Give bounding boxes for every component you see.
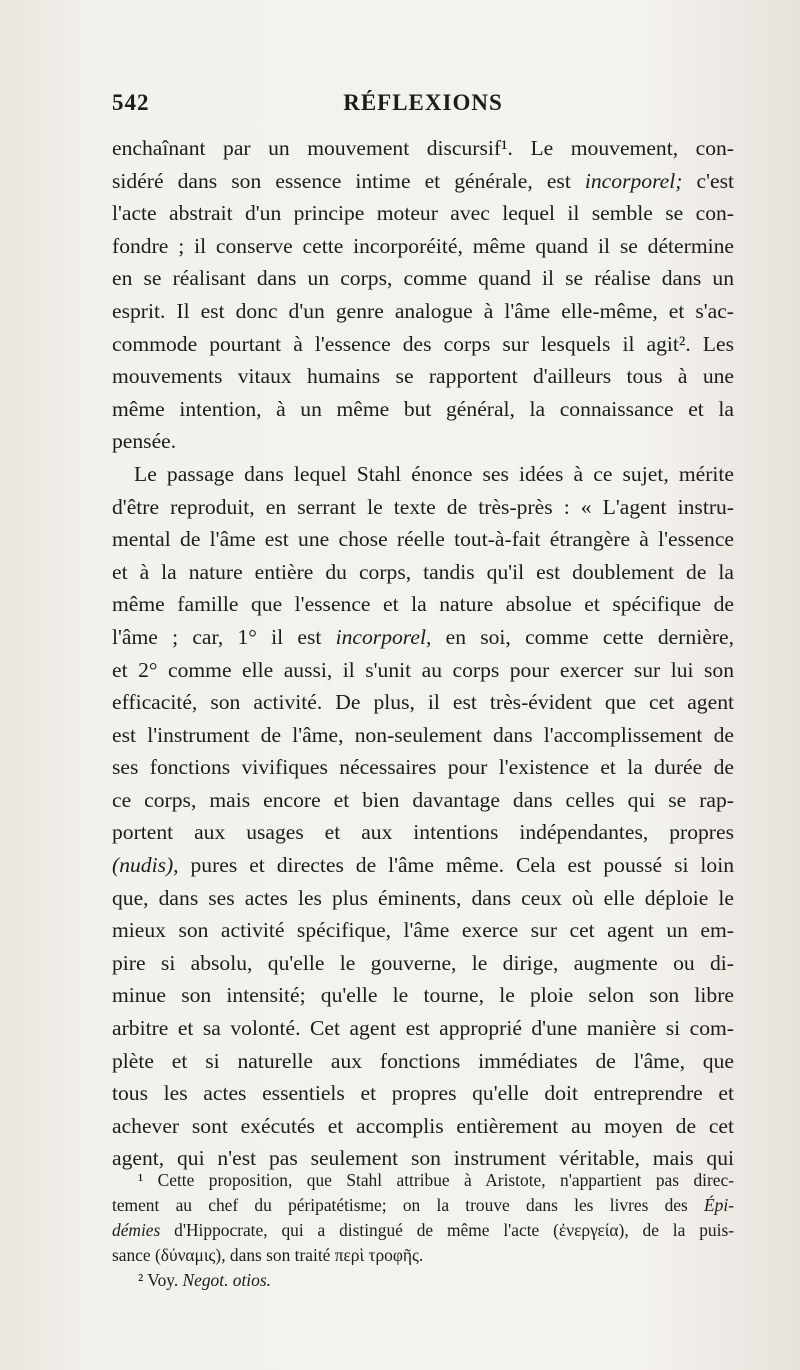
text-line	[112, 654, 734, 687]
text-line	[112, 719, 734, 752]
text-line	[112, 360, 734, 393]
text-line-italic: incorporel;	[584, 168, 683, 193]
text-line-text: achever sont exécutés et accomplis entièrement au moyen de cet	[112, 1113, 734, 1138]
text-line	[112, 295, 734, 328]
footnote-line-after: d'Hippocrate, qui a distingué de même l'acte (ἐνεργεία), de la puis-	[160, 1220, 734, 1240]
text-line-text: et à la nature entière du corps, tandis qu'il est doublement de la	[112, 559, 734, 584]
page-header	[112, 90, 734, 122]
text-line-text: enchaînant par un mouvement discursif¹. Le mouvement, con-	[112, 136, 734, 160]
text-line-text: arbitre et sa volonté. Cet agent est approprié d'une manière si com-	[112, 1016, 734, 1041]
text-line	[112, 393, 734, 426]
text-line-text: en se réalisant dans un corps, comme quand il se réalise dans un	[112, 266, 734, 291]
text-line	[112, 588, 734, 621]
text-line-italic: (nudis),	[112, 853, 179, 878]
text-line	[112, 1077, 734, 1110]
text-line-text: est l'instrument de l'âme, non-seulement dans l'accomplissement de	[112, 722, 734, 747]
text-line	[112, 979, 734, 1012]
text-line-after: pures et directes de l'âme même. Cela est poussé si loin	[178, 853, 734, 878]
text-line-text: pensée.	[112, 429, 177, 454]
footnote-line-text: ¹ Cette proposition, que Stahl attribue à Aristote, n'appartient pas direc-	[138, 1170, 734, 1190]
text-line	[112, 132, 734, 165]
text-line-after: en soi, comme cette dernière,	[431, 624, 734, 649]
text-line-text: tous les actes essentiels et propres qu'elle doit entreprendre et	[112, 1081, 734, 1106]
text-line-text: mental de l'âme est une chose réelle tout-à-fait étrangère à l'essence	[112, 527, 734, 552]
text-line	[112, 914, 734, 947]
text-line-text: plète et si naturelle aux fonctions immédiates de l'âme, que	[112, 1048, 734, 1073]
footnote-line-italic: Negot. otios.	[182, 1270, 271, 1290]
text-line-text: l'âme ; car, 1° il est	[112, 624, 336, 649]
text-line-text: ses fonctions vivifiques nécessaires pour l'existence et la durée de	[112, 755, 734, 780]
text-line	[112, 947, 734, 980]
text-line-text: portent aux usages et aux intentions indépendantes, propres	[112, 820, 734, 845]
text-line-text: même famille que l'essence et la nature absolue et spécifique de	[112, 592, 734, 617]
text-line-text: Le passage dans lequel Stahl énonce ses idées à ce sujet, mérite	[134, 461, 734, 486]
text-line-text: commode pourtant à l'essence des corps sur lesquels il agit². Les	[112, 331, 734, 356]
footnote-line-italic: démies	[112, 1220, 161, 1240]
text-line	[112, 197, 734, 230]
text-line	[112, 1012, 734, 1045]
footnote-line	[112, 1268, 734, 1293]
text-line-text: d'être reproduit, en serrant le texte de très-près : « L'agent instru-	[112, 494, 734, 519]
footnotes	[112, 1168, 734, 1293]
text-line-text: agent, qui n'est pas seulement son instrument véritable, mais qui	[112, 1146, 734, 1171]
text-line	[112, 328, 734, 361]
text-line	[112, 751, 734, 784]
text-line-text: l'acte abstrait d'un principe moteur avec lequel il semble se con-	[112, 201, 734, 226]
text-line-text: fondre ; il conserve cette incorporéité, même quand il se détermine	[112, 233, 734, 258]
text-line-text: mieux son activité spécifique, l'âme exerce sur cet agent un em-	[112, 918, 734, 943]
footnote-line	[112, 1243, 734, 1268]
text-line	[112, 621, 734, 654]
footnote-line-italic: Épi-	[704, 1195, 734, 1215]
text-line-text: ce corps, mais encore et bien davantage dans celles qui se rap-	[112, 787, 734, 812]
text-line	[112, 1110, 734, 1143]
text-line	[112, 784, 734, 817]
text-line-text: même intention, à un même but général, la connaissance et la	[112, 396, 734, 421]
text-line-text: esprit. Il est donc d'un genre analogue à l'âme elle-même, et s'ac-	[112, 298, 734, 323]
running-title: RÉFLEXIONS	[343, 90, 503, 115]
footnote-line-text: tement au chef du péripatétisme; on la trouve dans les livres des	[112, 1195, 705, 1215]
text-line	[112, 1045, 734, 1078]
text-line	[112, 165, 734, 198]
text-line	[112, 686, 734, 719]
footnote-line-text: sance (δύναμις), dans son traité περὶ τροφῆς.	[112, 1245, 424, 1265]
text-line	[112, 491, 734, 524]
text-line-text: mouvements vitaux humains se rapportent d'ailleurs tous à une	[112, 364, 734, 389]
text-line-text: que, dans ses actes les plus éminents, dans ceux où elle déploie le	[112, 885, 734, 910]
text-line	[112, 458, 734, 491]
footnote-line	[112, 1193, 734, 1218]
page-number: 542	[112, 90, 150, 115]
text-line-text: sidéré dans son essence intime et générale, est	[112, 168, 585, 193]
text-line-text: minue son intensité; qu'elle le tourne, le ploie selon son libre	[112, 983, 734, 1008]
body-text	[112, 132, 734, 1175]
text-line	[112, 882, 734, 915]
footnote-line-text: ² Voy.	[138, 1270, 183, 1290]
text-line-text: efficacité, son activité. De plus, il est très-évident que cet agent	[112, 690, 734, 715]
text-line	[112, 556, 734, 589]
text-line	[112, 523, 734, 556]
footnote-line	[112, 1218, 734, 1243]
text-line	[112, 425, 734, 458]
text-line-after: c'est	[682, 168, 734, 193]
text-line	[112, 230, 734, 263]
text-line	[112, 849, 734, 882]
text-line-italic: incorporel,	[335, 624, 432, 649]
text-line	[112, 262, 734, 295]
text-line	[112, 816, 734, 849]
footnote-line	[112, 1168, 734, 1193]
text-line-text: et 2° comme elle aussi, il s'unit au corps pour exercer sur lui son	[112, 657, 734, 682]
text-line-text: pire si absolu, qu'elle le gouverne, le dirige, augmente ou di-	[112, 950, 734, 975]
